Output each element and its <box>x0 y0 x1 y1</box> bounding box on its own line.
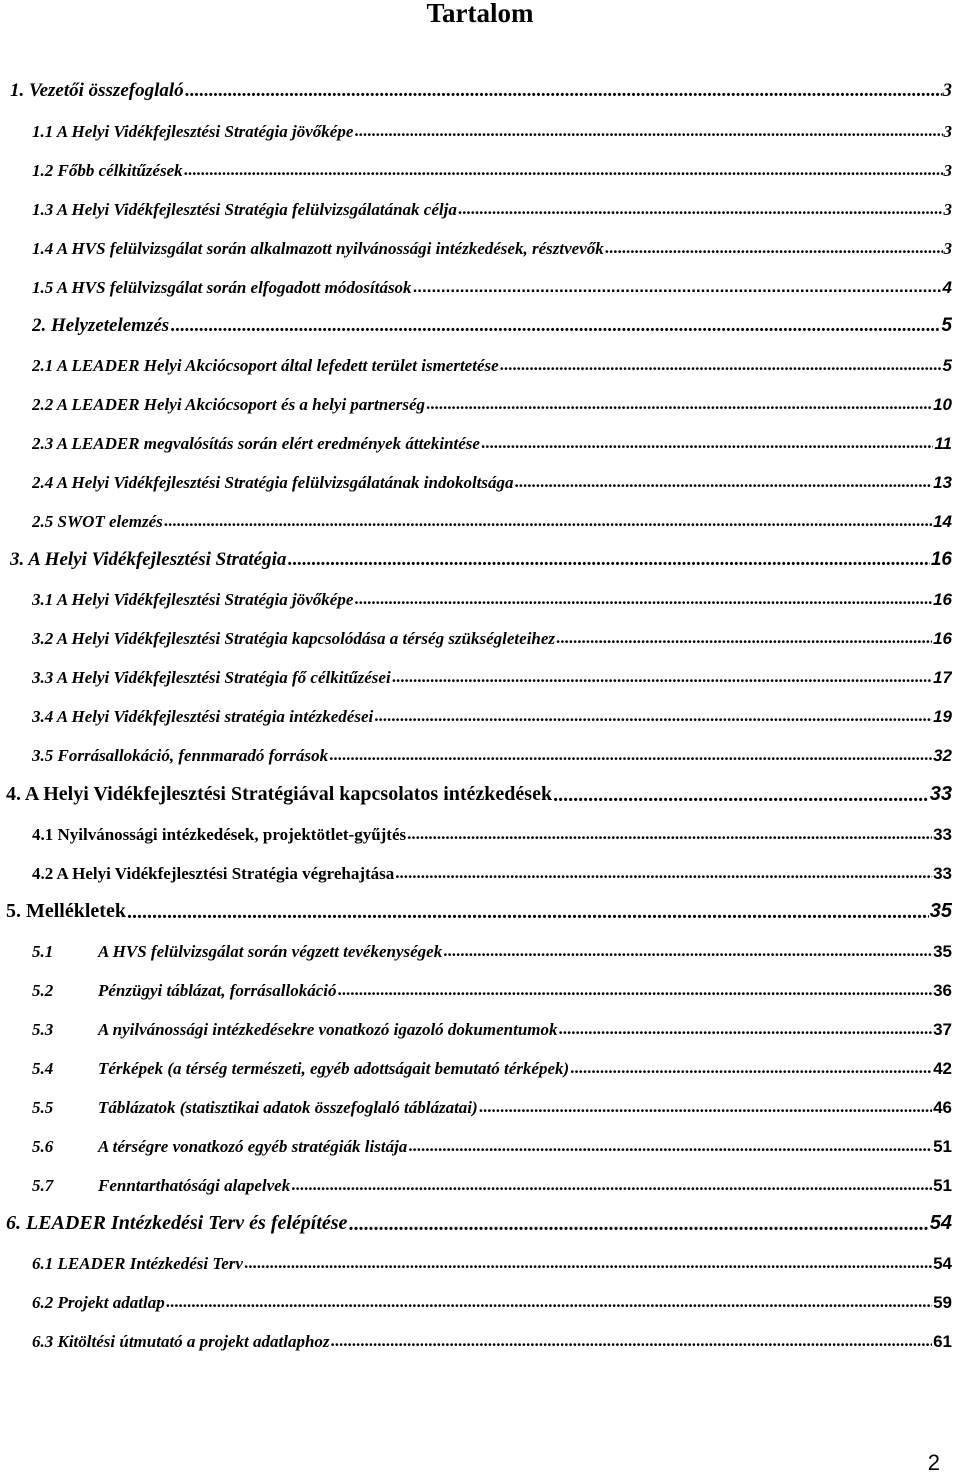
dot-leader <box>408 1135 932 1157</box>
toc-entry-label: 2.5 SWOT elemzés <box>32 512 163 531</box>
toc-entry-label <box>32 1020 558 1040</box>
toc-entry-label: 1.2 Főbb célkitűzések <box>32 161 183 180</box>
dot-leader <box>426 393 932 415</box>
toc-entry-title: Pénzügyi táblázat, forrásallokáció <box>98 981 337 1000</box>
dot-leader <box>164 510 932 532</box>
toc-entry-title: Táblázatok (statisztikai adatok összefoglaló táblázatai) <box>98 1098 478 1117</box>
toc-entry[interactable] <box>32 1053 952 1079</box>
toc-entry-page: 3 <box>943 122 952 141</box>
toc-entry-label: 5. Mellékletek <box>6 900 126 922</box>
toc-entry-page: 10 <box>933 395 952 414</box>
toc-entry[interactable] <box>10 545 952 571</box>
toc-entry[interactable] <box>32 1014 952 1040</box>
toc-entry-label: 6. LEADER Intézkedési Terv és felépítése <box>6 1212 348 1234</box>
toc-entry-label: 3.4 A Helyi Vidékfejlesztési stratégia intézkedései <box>32 707 374 726</box>
toc-entry-number: 5.7 <box>32 1176 54 1195</box>
toc-entry-number: 5.4 <box>32 1059 54 1078</box>
toc-entry[interactable] <box>32 1170 952 1196</box>
toc-entry-label: 6.1 LEADER Intézkedési Terv <box>32 1254 243 1273</box>
dot-leader <box>166 1291 932 1313</box>
dot-leader <box>515 471 933 493</box>
toc-entry-page: 61 <box>933 1332 952 1351</box>
toc-entry-number: 5.1 <box>32 942 54 961</box>
toc-entry-page: 54 <box>933 1254 952 1273</box>
toc-entry-page: 51 <box>933 1137 952 1156</box>
toc-entry[interactable] <box>6 1209 952 1235</box>
page-number: 2 <box>927 1450 940 1475</box>
toc-entry-page: 32 <box>933 746 952 765</box>
toc-entry[interactable] <box>32 858 952 884</box>
toc-entry-label: 3.2 A Helyi Vidékfejlesztési Stratégia kapcsolódása a térség szükségleteihez <box>32 629 556 648</box>
toc-entry-title: A HVS felülvizsgálat során végzett tevékenységek <box>98 942 443 961</box>
dot-leader <box>556 627 932 649</box>
toc-entry-number: 5.6 <box>32 1137 54 1156</box>
toc-entry-label: 2.1 A LEADER Helyi Akciócsoport által lefedett terület ismertetése <box>32 356 499 375</box>
toc-entry-label: 2.3 A LEADER megvalósítás során elért eredmények áttekintése <box>32 434 480 453</box>
toc-entry-page: 3 <box>942 80 952 101</box>
toc-entry[interactable] <box>32 350 952 376</box>
toc-entry-page: 16 <box>933 629 952 648</box>
toc-entry[interactable] <box>6 897 952 923</box>
dot-leader <box>354 588 932 610</box>
toc-entry-title: A nyilvánossági intézkedésekre vonatkozó igazoló dokumentumok <box>98 1020 558 1039</box>
toc-entry-label: 1. Vezetői összefoglaló <box>10 80 184 101</box>
toc-entry-label: 6.3 Kitöltési útmutató a projekt adatlaphoz <box>32 1332 330 1351</box>
toc-entry-page: 35 <box>929 900 952 922</box>
toc-entry-page: 11 <box>934 434 952 453</box>
dot-leader <box>170 315 940 337</box>
toc-entry-label: 4.2 A Helyi Vidékfejlesztési Stratégia végrehajtása <box>32 864 395 883</box>
dot-leader <box>374 705 932 727</box>
toc-entry-label: 3.3 A Helyi Vidékfejlesztési Stratégia fő célkitűzései <box>32 668 391 687</box>
toc-entry[interactable] <box>32 233 952 259</box>
dot-leader <box>329 744 932 766</box>
toc-entry-number: 5.5 <box>32 1098 54 1117</box>
toc-entry-page: 37 <box>933 1020 952 1039</box>
toc-entry-page: 16 <box>930 549 952 570</box>
toc-entry-label: 2. Helyzetelemzés <box>32 315 170 336</box>
dot-leader <box>413 276 942 298</box>
toc-entry[interactable] <box>32 975 952 1001</box>
dot-leader <box>331 1330 933 1352</box>
toc-entry-label <box>32 981 336 1001</box>
toc-entry-title: Térképek (a térség természeti, egyéb adottságait bemutató térképek) <box>98 1059 570 1078</box>
toc-entry-page: 35 <box>933 942 952 961</box>
toc-entry-label <box>32 1059 569 1079</box>
dot-leader <box>348 1213 928 1235</box>
toc-entry-page: 36 <box>933 981 952 1000</box>
toc-entry-page: 42 <box>933 1059 952 1078</box>
dot-leader <box>244 1252 932 1274</box>
dot-leader <box>287 549 929 571</box>
dot-leader <box>605 237 943 259</box>
dot-leader <box>570 1057 932 1079</box>
toc-entry[interactable] <box>32 272 952 298</box>
toc-entry[interactable] <box>32 506 952 532</box>
toc-entry-title: Fenntarthatósági alapelvek <box>98 1176 291 1195</box>
dot-leader <box>354 120 942 142</box>
toc-entry[interactable] <box>32 428 952 454</box>
toc-entry-page: 54 <box>929 1212 952 1234</box>
toc-entry-page: 3 <box>943 161 952 180</box>
toc-entry[interactable] <box>32 740 952 766</box>
toc-entry-page: 59 <box>933 1293 952 1312</box>
dot-leader <box>392 666 932 688</box>
toc-entry-page: 46 <box>933 1098 952 1117</box>
toc-entry[interactable] <box>32 819 952 845</box>
toc-entry-page: 16 <box>933 590 952 609</box>
toc-entry-label: 1.5 A HVS felülvizsgálat során elfogadott módosítások <box>32 278 412 297</box>
toc-entry[interactable] <box>6 780 952 806</box>
dot-leader <box>479 1096 932 1118</box>
toc-entry-label: 3. A Helyi Vidékfejlesztési Stratégia <box>10 549 287 570</box>
toc-entry-label <box>32 942 442 962</box>
dot-leader <box>395 862 932 884</box>
toc-entry[interactable] <box>32 1092 952 1118</box>
toc-entry-label: 3.1 A Helyi Vidékfejlesztési Stratégia jövőképe <box>32 590 354 609</box>
toc-entry-page: 33 <box>933 864 952 883</box>
toc-entry-page: 19 <box>933 707 952 726</box>
toc-entry-page: 13 <box>933 473 952 492</box>
toc-entry[interactable] <box>32 1287 952 1313</box>
dot-leader <box>500 354 942 376</box>
toc-entry[interactable] <box>10 76 952 102</box>
toc-entry[interactable] <box>32 1326 952 1352</box>
toc-entry[interactable] <box>32 389 952 415</box>
toc-entry[interactable] <box>32 1248 952 1274</box>
toc-entry-page: 14 <box>933 512 952 531</box>
toc-entry[interactable] <box>32 116 952 142</box>
toc-entry[interactable] <box>32 936 952 962</box>
toc-entry-page: 17 <box>933 668 952 687</box>
toc-entry-number: 5.3 <box>32 1020 54 1039</box>
dot-leader <box>337 979 932 1001</box>
toc-entry-label: 4. A Helyi Vidékfejlesztési Stratégiával kapcsolatos intézkedések <box>6 783 553 805</box>
toc-entry[interactable] <box>32 701 952 727</box>
toc-entry-page: 51 <box>933 1176 952 1195</box>
dot-leader <box>443 940 932 962</box>
toc-entry-page: 33 <box>933 825 952 844</box>
toc-entry-page: 3 <box>943 239 952 258</box>
toc-entry-page: 5 <box>942 356 952 375</box>
toc-entry-label: 4.1 Nyilvánossági intézkedések, projektötlet-gyűjtés <box>32 825 407 844</box>
toc-entry[interactable] <box>32 194 952 220</box>
toc-entry[interactable] <box>32 155 952 181</box>
dot-leader <box>407 823 932 845</box>
toc-entry-label <box>32 1137 407 1157</box>
toc-entry[interactable] <box>32 311 952 337</box>
toc-entry-page: 33 <box>929 783 952 805</box>
toc-entry-title: A térségre vonatkozó egyéb stratégiák listája <box>98 1137 408 1156</box>
toc-entry-label: 6.2 Projekt adatlap <box>32 1293 165 1312</box>
dot-leader <box>553 784 929 806</box>
toc-entry-label <box>32 1098 478 1118</box>
toc-entry-label <box>32 1176 290 1196</box>
toc-entry[interactable] <box>32 623 952 649</box>
toc-entry-label: 1.1 A Helyi Vidékfejlesztési Stratégia jövőképe <box>32 122 354 141</box>
toc-entry-page: 4 <box>942 278 952 297</box>
dot-leader <box>184 159 943 181</box>
dot-leader <box>458 198 943 220</box>
toc-entry-number: 5.2 <box>32 981 54 1000</box>
dot-leader <box>127 901 929 923</box>
toc-entry-page: 3 <box>943 200 952 219</box>
toc-entry-label: 2.2 A LEADER Helyi Akciócsoport és a helyi partnerség <box>32 395 426 414</box>
dot-leader <box>185 80 942 102</box>
dot-leader <box>291 1174 932 1196</box>
dot-leader <box>481 432 933 454</box>
toc-entry-page: 5 <box>941 315 952 336</box>
toc-entry-label: 1.3 A Helyi Vidékfejlesztési Stratégia felülvizsgálatának célja <box>32 200 457 219</box>
dot-leader <box>559 1018 933 1040</box>
toc-entry[interactable] <box>32 662 952 688</box>
toc-entry-label: 3.5 Forrásallokáció, fennmaradó források <box>32 746 329 765</box>
toc-title: Tartalom <box>426 0 534 28</box>
toc-entry[interactable] <box>32 584 952 610</box>
toc-entry[interactable] <box>32 467 952 493</box>
toc-entry[interactable] <box>32 1131 952 1157</box>
toc-entry-label: 1.4 A HVS felülvizsgálat során alkalmazott nyilvánossági intézkedések, résztvevők <box>32 239 604 258</box>
toc-entry-label: 2.4 A Helyi Vidékfejlesztési Stratégia felülvizsgálatának indokoltsága <box>32 473 514 492</box>
